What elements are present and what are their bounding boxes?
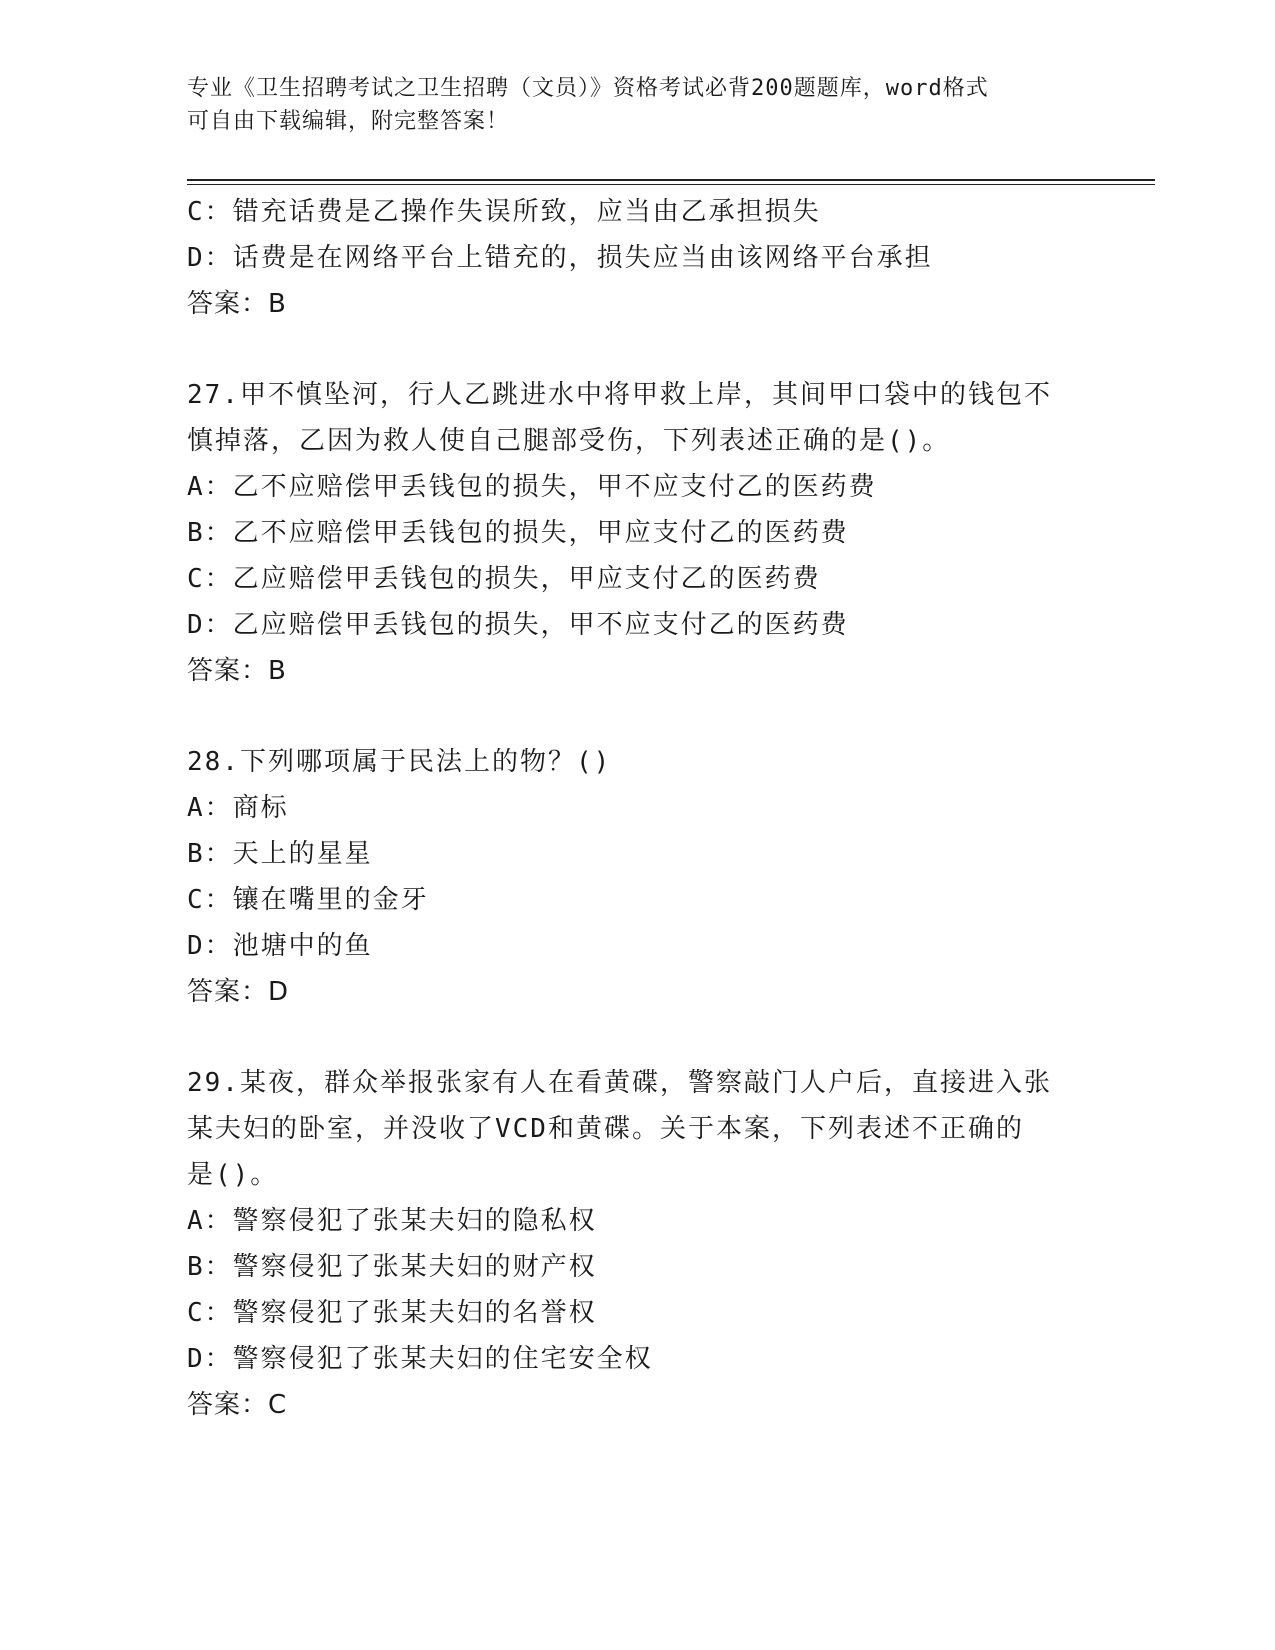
question-28 [187,739,1087,1015]
question-text: 是()。 [187,1160,279,1190]
question-text: 28.下列哪项属于民法上的物？() [187,747,612,777]
option-d: D：乙应赔偿甲丢钱包的损失，甲不应支付乙的医药费 [187,610,849,640]
question-29 [187,1060,1087,1428]
question-26-tail [187,189,1087,327]
header-rule-thick [187,179,1155,181]
option-d: D：池塘中的鱼 [187,931,373,961]
answer: 答案：B [187,656,287,686]
header-line-1: 专业《卫生招聘考试之卫生招聘（文员）》资格考试必背200题题库，word格式 [187,76,989,101]
option-c: C：警察侵犯了张某夫妇的名誉权 [187,1298,597,1328]
question-text: 27.甲不慎坠河，行人乙跳进水中将甲救上岸，其间甲口袋中的钱包不 [187,380,1052,410]
question-list [187,189,1087,1428]
document-header [187,72,1067,138]
option-b: B：警察侵犯了张某夫妇的财产权 [187,1252,597,1282]
option-c: C：错充话费是乙操作失误所致，应当由乙承担损失 [187,197,821,227]
option-d: D：警察侵犯了张某夫妇的住宅安全权 [187,1344,653,1374]
question-27 [187,372,1087,694]
option-a: A：乙不应赔偿甲丢钱包的损失，甲不应支付乙的医药费 [187,472,877,502]
answer: 答案：B [187,289,287,319]
header-line-2: 可自由下载编辑，附完整答案！ [187,109,510,134]
header-rule-thin [187,184,1155,185]
question-text: 29.某夜，群众举报张家有人在看黄碟，警察敲门人户后，直接进入张 [187,1068,1052,1098]
option-b: B：乙不应赔偿甲丢钱包的损失，甲应支付乙的医药费 [187,518,849,548]
option-b: B：天上的星星 [187,839,373,869]
option-c: C：镶在嘴里的金牙 [187,885,429,915]
answer: 答案：D [187,977,290,1007]
question-text: 慎掉落，乙因为救人使自己腿部受伤，下列表述正确的是()。 [187,426,951,456]
option-a: A：商标 [187,793,289,823]
option-c: C：乙应赔偿甲丢钱包的损失，甲应支付乙的医药费 [187,564,821,594]
answer: 答案：C [187,1390,288,1420]
question-text: 某夫妇的卧室，并没收了VCD和黄碟。关于本案，下列表述不正确的 [187,1114,1024,1144]
option-d: D：话费是在网络平台上错充的，损失应当由该网络平台承担 [187,243,933,273]
option-a: A：警察侵犯了张某夫妇的隐私权 [187,1206,597,1236]
